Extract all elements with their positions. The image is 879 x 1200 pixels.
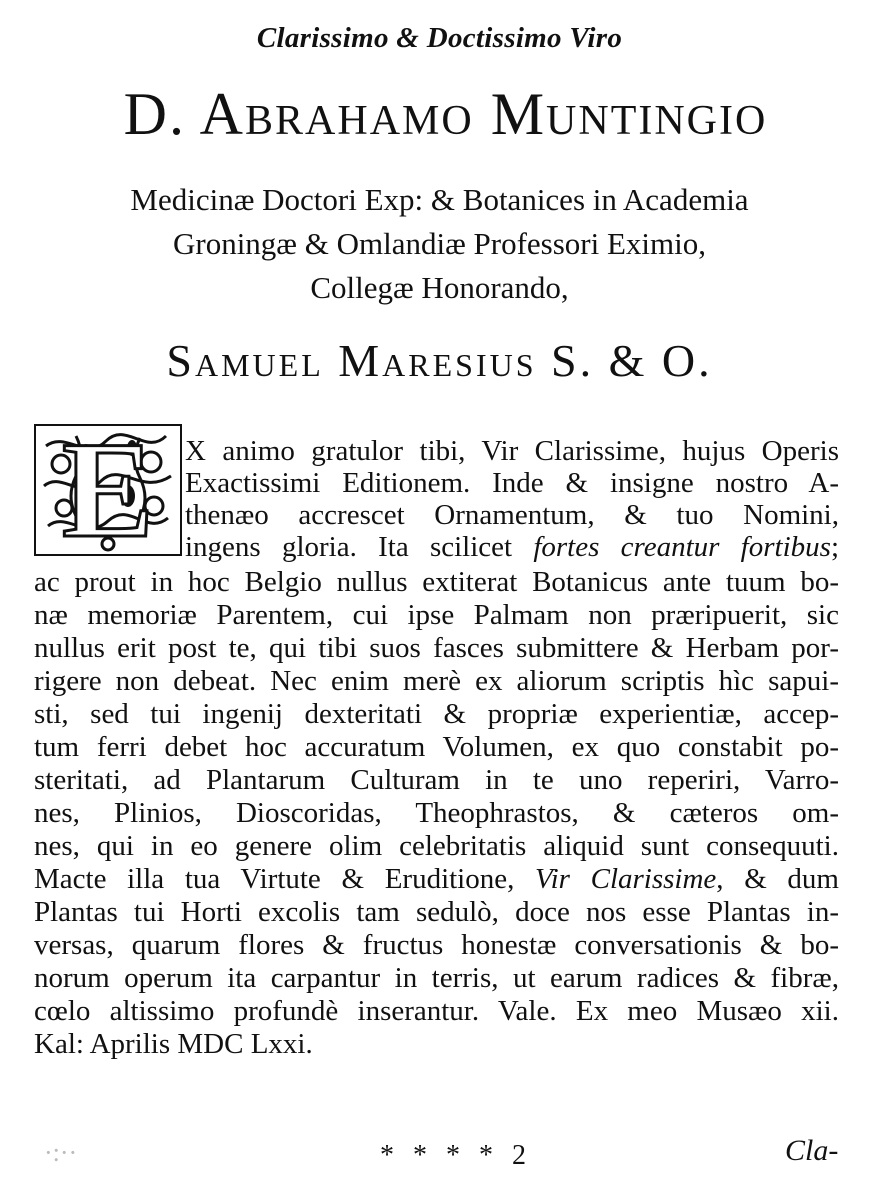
recipient-titles [40, 178, 839, 310]
body-line-19: Kal: Aprilis MDC Lxxi. [34, 1028, 313, 1060]
body-line-10: tum ferri debet hoc accuratum Volumen, ex quo constabit po- [34, 731, 839, 763]
body-line-6: næ memoriæ Parentem, cui ipse Palmam non præripuerit, sic [34, 599, 839, 631]
title-line-1: Medicinæ Doctori Exp: & Botanices in Academia [130, 182, 749, 217]
initial-letter: E [61, 413, 155, 566]
catchword: Cla- [785, 1134, 839, 1167]
body-line-13: nes, qui in eo genere olim celebritatis aliquid sunt consequuti. [34, 830, 839, 862]
body-line-9: sti, sed tui ingenij dexteritati & propriæ experientiæ, accep- [34, 698, 839, 730]
signature-mark: * * * * 2 [380, 1140, 532, 1171]
body-line-5: ac prout in hoc Belgio nullus extiterat Botanicus ante tuum bo- [34, 566, 839, 598]
sender-name: Samuel Maresius S. & O. [166, 335, 713, 386]
dedication-salutation: Clarissimo & Doctissimo Viro [256, 22, 623, 54]
body-line-12: nes, Plinios, Dioscoridas, Theophrastos, & cæteros om- [34, 797, 839, 829]
title-line-2: Groningæ & Omlandiæ Professori Eximio, [172, 226, 706, 261]
body-line-2: Exactissimi Editionem. Inde & insigne nostro A- [185, 467, 839, 499]
body-line-4: ingens gloria. Ita scilicet fortes creantur fortibus; [185, 531, 839, 563]
body-line-18: cœlo altissimo profundè inserantur. Vale. Ex meo Musæo xii. [34, 995, 839, 1027]
body-line-16: versas, quarum flores & fructus honestæ conversationis & bo- [34, 929, 839, 961]
body-line-8: rigere non debeat. Nec enim merè ex aliorum scriptis hìc sapui- [34, 665, 839, 697]
body-line-3: thenæo accrescet Ornamentum, & tuo Nomini, [185, 499, 839, 531]
ornamental-initial [34, 413, 182, 566]
body-line-15: Plantas tui Horti excolis tam sedulò, doce nos esse Plantas in- [34, 896, 839, 928]
body-line-7: nullus erit post te, qui tibi suos fasces submittere & Herbam por- [34, 632, 839, 664]
recipient-name: D. Abrahamo Muntingio [123, 81, 768, 147]
title-line-3: Collegæ Honorando, [310, 270, 569, 305]
body-line-11: steritati, ad Plantarum Culturam in te uno reperiri, Varro- [34, 764, 839, 796]
body-line-14: Macte illa tua Virtute & Eruditione, Vir Clarissime, & dum [34, 863, 839, 895]
bleed-through-smudge: ·:·· [44, 1138, 78, 1167]
body-line-1: X animo gratulor tibi, Vir Clarissime, hujus Operis [185, 435, 839, 467]
body-line-17: norum operum ita carpantur in terris, ut earum radices & fibræ, [34, 962, 839, 994]
